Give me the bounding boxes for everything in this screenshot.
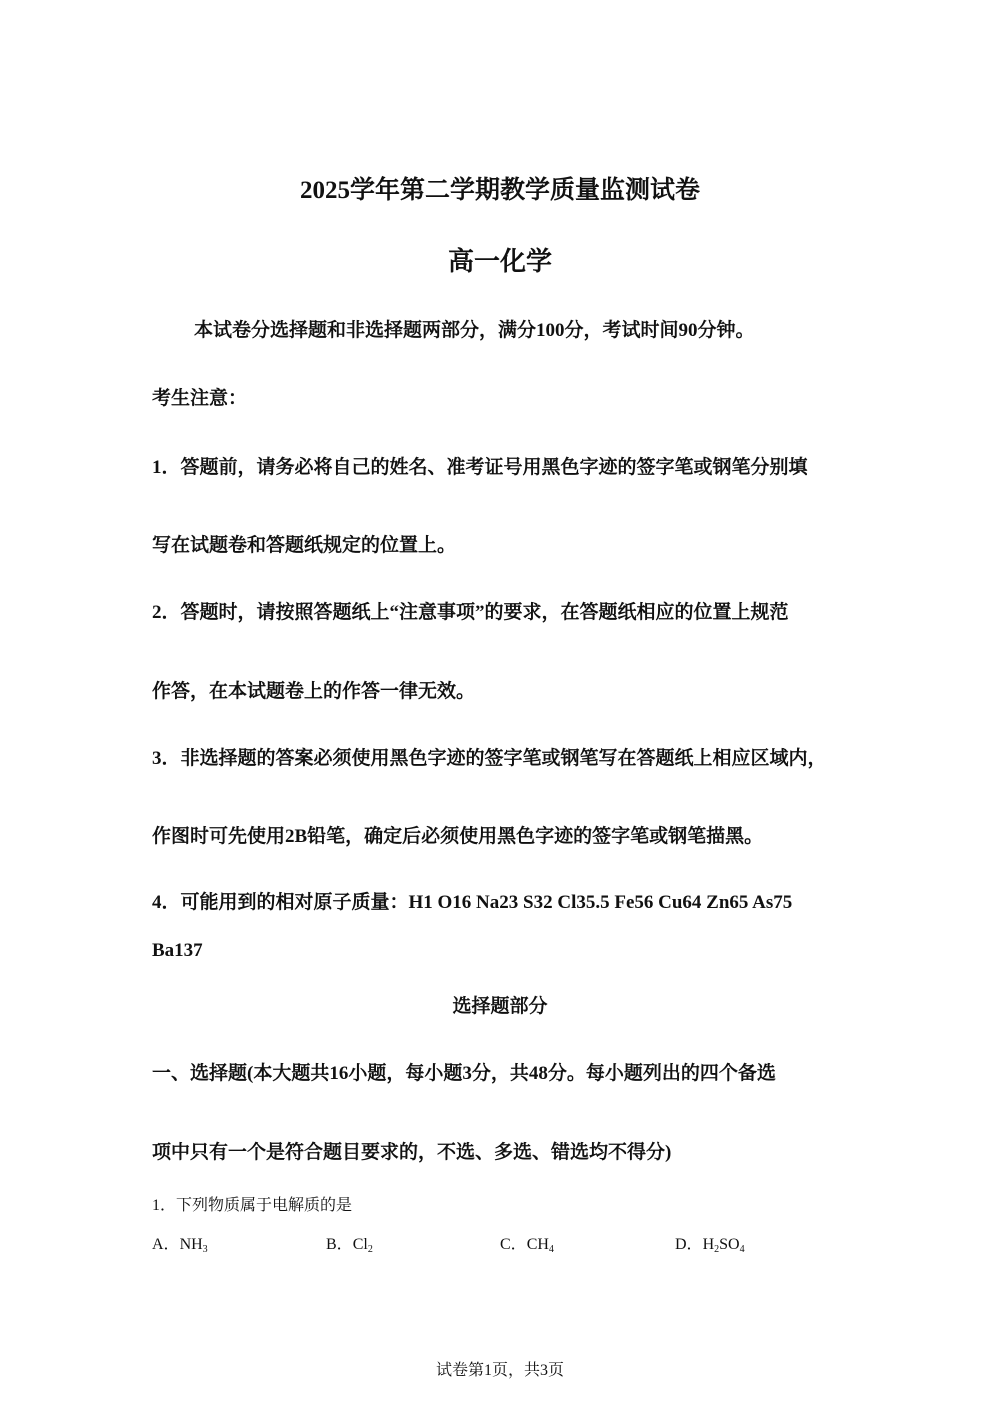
question-1-option-a: A．$NH_3$ bbox=[152, 1236, 208, 1255]
question-1-option-c: C．$CH_4$ bbox=[500, 1236, 554, 1255]
notice-item-1-line-1: 1．答题前，请务必将自己的姓名、准考证号用黑色字迹的签字笔或钢笔分别填 bbox=[152, 457, 808, 478]
notice-item-2-line-1: 2．答题时，请按照答题纸上“注意事项”的要求，在答题纸相应的位置上规范 bbox=[152, 602, 789, 623]
notice-item-3-line-2: 作图时可先使用2B铅笔，确定后必须使用黑色字迹的签字笔或钢笔描黑。 bbox=[152, 826, 764, 847]
question-1-option-d: D．$H_2SO_4$ bbox=[675, 1236, 745, 1255]
question-1-option-b: B．$Cl_2$ bbox=[326, 1236, 373, 1255]
part-1-instructions-line-2: 项中只有一个是符合题目要求的，不选、多选、错选均不得分) bbox=[152, 1142, 672, 1163]
question-1-stem: 1．下列物质属于电解质的是 bbox=[152, 1197, 353, 1214]
notice-item-4-line-2: Ba137 bbox=[152, 940, 203, 961]
notice-item-2-line-2: 作答，在本试题卷上的作答一律无效。 bbox=[152, 681, 476, 702]
notice-item-3-line-1: 3．非选择题的答案必须使用黑色字迹的签字笔或钢笔写在答题纸上相应区域内， bbox=[152, 748, 827, 769]
notice-heading: 考生注意： bbox=[152, 388, 248, 409]
notice-item-1-line-2: 写在试题卷和答题纸规定的位置上。 bbox=[152, 535, 457, 556]
part-1-instructions-line-1: 一、选择题(本大题共16小题，每小题3分，共48分。每小题列出的四个备选 bbox=[152, 1063, 776, 1084]
exam-title: 2025学年第二学期教学质量监测试卷 bbox=[299, 177, 700, 204]
exam-intro: 本试卷分选择题和非选择题两部分，满分100分，考试时间90分钟。 bbox=[194, 320, 755, 341]
notice-item-4-line-1: 4．可能用到的相对原子质量：H1 O16 Na23 S32 Cl35.5 Fe56 Cu64 Zn65 As75 bbox=[152, 892, 793, 913]
exam-subject: 高一化学 bbox=[447, 247, 552, 276]
page-footer: 试卷第1页，共3页 bbox=[435, 1362, 564, 1379]
section-heading: 选择题部分 bbox=[452, 996, 548, 1017]
